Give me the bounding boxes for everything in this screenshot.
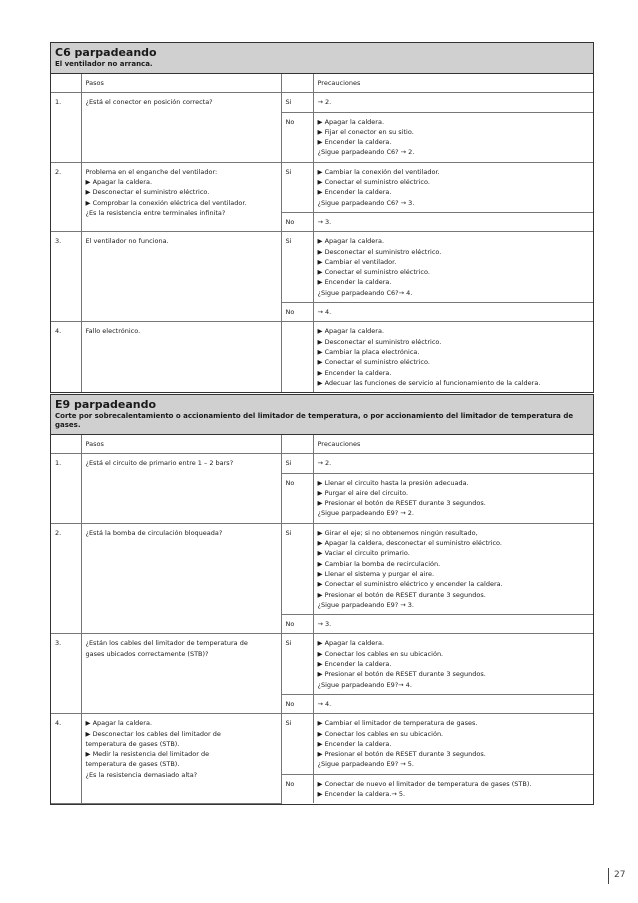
precaution-line: ▶ Cambiar la conexión del ventilador. [317, 167, 440, 176]
answer-cell: Si [281, 232, 313, 303]
step-description [81, 93, 281, 162]
precaution-line: ▶ Conectar los cables en su ubicación. [317, 649, 444, 658]
c6-subtitle: El ventilador no arranca. [55, 60, 153, 68]
step-line: temperatura de gases (STB). [85, 760, 180, 769]
answer-cell: Si [281, 454, 313, 473]
precaution-cell [313, 112, 593, 162]
step-description [81, 232, 281, 322]
precaution-line: ▶ Conectar de nuevo el limitador de temperatura de gases (STB). [317, 779, 532, 788]
step-line: ¿Están los cables del limitador de temperatura de [85, 639, 248, 648]
step-number: 4. [51, 714, 81, 804]
precaution-cell [313, 454, 593, 473]
step-line: ▶ Desconectar los cables del limitador de [85, 729, 221, 738]
step-line: ¿Está el conector en posición correcta? [85, 98, 213, 107]
step-description [81, 162, 281, 231]
precaution-line: → 3. [317, 217, 332, 226]
step-line: temperatura de gases (STB). [85, 739, 180, 748]
precaution-line: ▶ Cambiar el ventilador. [317, 257, 397, 266]
precaution-cell [313, 232, 593, 303]
answer-cell: Si [281, 523, 313, 614]
c6-step-row [51, 322, 593, 392]
step-number: 4. [51, 322, 81, 392]
precaution-line: ▶ Adecuar las funciones de servicio al funcionamiento de la caldera. [317, 378, 541, 387]
precaution-line: ▶ Conectar el suministro eléctrico y encender la caldera. [317, 580, 503, 589]
precaution-cell [313, 714, 593, 774]
answer-cell: No [281, 694, 313, 713]
precaution-cell [313, 523, 593, 614]
page-number: 27 [614, 870, 626, 880]
step-line: ▶ Apagar la caldera. [85, 178, 153, 187]
precaution-line: ▶ Apagar la caldera. [317, 237, 385, 246]
answer-cell: No [281, 774, 313, 803]
precaution-line: ▶ Purgar el aire del circuito. [317, 488, 409, 497]
precaution-line: ▶ Conectar el suministro eléctrico. [317, 178, 430, 187]
precaution-line: ¿Sigue parpadeando E9? → 3. [317, 600, 414, 609]
precaution-line: ▶ Apagar la caldera. [317, 117, 385, 126]
step-description [81, 714, 281, 804]
precaution-line: ¿Sigue parpadeando E9?→ 4. [317, 680, 412, 689]
precaution-line: ▶ Presionar el botón de RESET durante 3 segundos. [317, 499, 486, 508]
precaution-line: ▶ Conectar el suministro eléctrico. [317, 268, 430, 277]
step-line: ¿Está la bomba de circulación bloqueada? [85, 528, 223, 537]
answer-cell: Si [281, 162, 313, 212]
precaution-line: ▶ Encender la caldera. [317, 739, 392, 748]
answer-cell: No [281, 615, 313, 634]
steps-header: Pasos [81, 74, 281, 93]
page-number-divider [608, 868, 609, 884]
precaution-line: ▶ Fijar el conector en su sitio. [317, 127, 414, 136]
precaution-line: → 2. [317, 459, 332, 468]
precaution-line: ▶ Conectar el suministro eléctrico. [317, 358, 430, 367]
precaution-line: ¿Sigue parpadeando C6? → 2. [317, 148, 415, 157]
step-number: 2. [51, 162, 81, 231]
e9-step-row [51, 714, 593, 774]
answer-cell: No [281, 212, 313, 231]
step-line: El ventilador no funciona. [85, 237, 169, 246]
precaution-line: ¿Sigue parpadeando E9? → 5. [317, 760, 414, 769]
precaution-cell [313, 93, 593, 112]
precaution-line: ▶ Presionar el botón de RESET durante 3 segundos. [317, 670, 486, 679]
precaution-line: → 4. [317, 308, 332, 317]
c6-table [51, 74, 593, 392]
precaution-line: ¿Sigue parpadeando E9? → 2. [317, 509, 414, 518]
precaution-cell [313, 322, 593, 392]
precaution-line: ▶ Apagar la caldera, desconectar el suministro eléctrico. [317, 539, 502, 548]
step-number: 3. [51, 232, 81, 322]
step-description [81, 634, 281, 714]
e9-header [51, 395, 593, 435]
step-number: 1. [51, 454, 81, 523]
step-number: 3. [51, 634, 81, 714]
c6-step-row [51, 232, 593, 303]
step-line: ▶ Desconectar el suministro eléctrico. [85, 188, 210, 197]
precaution-line: ▶ Presionar el botón de RESET durante 3 segundos. [317, 750, 486, 759]
steps-header: Pasos [81, 435, 281, 454]
precaution-cell [313, 212, 593, 231]
step-line: ¿Es la resistencia demasiado alta? [85, 770, 198, 779]
precaution-line: ▶ Encender la caldera.→ 5. [317, 790, 406, 799]
c6-step-row [51, 93, 593, 112]
precaution-line: ▶ Encender la caldera. [317, 278, 392, 287]
c6-table-header [51, 74, 593, 93]
e9-section [50, 394, 594, 805]
precaution-line: ▶ Girar el eje; si no obtenemos ningún resultado, [317, 528, 478, 537]
precaution-line: ▶ Desconectar el suministro eléctrico. [317, 337, 442, 346]
precaution-line: ▶ Encender la caldera. [317, 368, 392, 377]
answer-cell: Si [281, 93, 313, 112]
step-number: 2. [51, 523, 81, 634]
precaution-line: ¿Sigue parpadeando C6? → 3. [317, 198, 415, 207]
step-description [81, 322, 281, 392]
precaution-line: ▶ Cambiar la bomba de recirculación. [317, 559, 441, 568]
step-line: ▶ Medir la resistencia del limitador de [85, 750, 210, 759]
precautions-header: Precauciones [313, 74, 593, 93]
precaution-line: ▶ Cambiar el limitador de temperatura de gases. [317, 719, 478, 728]
e9-subtitle: Corte por sobrecalentamiento o accionamiento del limitador de temperatura, o por accionamiento del limitador de temperatura de gases. [55, 412, 574, 429]
precaution-line: ▶ Conectar los cables en su ubicación. [317, 729, 444, 738]
answer-cell: No [281, 303, 313, 322]
step-line: ▶ Comprobar la conexión eléctrica del ventilador. [85, 198, 247, 207]
precaution-cell [313, 303, 593, 322]
c6-step-row [51, 162, 593, 212]
precaution-line: ¿Sigue parpadeando C6?→ 4. [317, 288, 413, 297]
precaution-line: ▶ Encender la caldera. [317, 188, 392, 197]
e9-step-row [51, 634, 593, 694]
e9-step-row [51, 454, 593, 473]
precaution-line: ▶ Encender la caldera. [317, 138, 392, 147]
step-line: gases ubicados correctamente (STB)? [85, 649, 209, 658]
e9-table [51, 435, 593, 804]
precaution-line: ▶ Llenar el circuito hasta la presión adecuada. [317, 478, 469, 487]
precaution-line: ▶ Llenar el sistema y purgar el aire. [317, 569, 435, 578]
precaution-cell [313, 694, 593, 713]
precaution-line: ▶ Cambiar la placa electrónica. [317, 347, 420, 356]
step-description [81, 523, 281, 634]
precaution-line: ▶ Apagar la caldera. [317, 639, 385, 648]
precaution-line: ▶ Presionar el botón de RESET durante 3 segundos. [317, 590, 486, 599]
answer-cell [281, 322, 313, 392]
c6-section [50, 42, 594, 393]
precaution-line: ▶ Encender la caldera. [317, 660, 392, 669]
step-description [81, 454, 281, 523]
step-line: ¿Está el circuito de primario entre 1 – 2 bars? [85, 459, 234, 468]
precaution-cell [313, 634, 593, 694]
c6-header [51, 43, 593, 74]
precaution-line: ▶ Vaciar el circuito primario. [317, 549, 410, 558]
answer-cell: No [281, 112, 313, 162]
precaution-line: → 4. [317, 699, 332, 708]
precaution-cell [313, 774, 593, 803]
step-line: Fallo electrónico. [85, 327, 141, 336]
answer-cell: Si [281, 714, 313, 774]
step-line: ▶ Apagar la caldera. [85, 719, 153, 728]
precaution-line: ▶ Desconectar el suministro eléctrico. [317, 247, 442, 256]
step-line: ¿Es la resistencia entre terminales infinita? [85, 208, 226, 217]
answer-cell: No [281, 473, 313, 523]
precaution-cell [313, 473, 593, 523]
precaution-cell [313, 615, 593, 634]
precaution-cell [313, 162, 593, 212]
step-number: 1. [51, 93, 81, 162]
precaution-line: → 3. [317, 620, 332, 629]
step-line: Problema en el enganche del ventilador: [85, 167, 218, 176]
c6-title: C6 parpadeando [55, 46, 157, 59]
e9-table-header [51, 435, 593, 454]
precaution-line: ▶ Apagar la caldera. [317, 327, 385, 336]
precautions-header: Precauciones [313, 435, 593, 454]
answer-cell: Si [281, 634, 313, 694]
precaution-line: → 2. [317, 98, 332, 107]
e9-step-row [51, 523, 593, 614]
e9-title: E9 parpadeando [55, 398, 157, 411]
